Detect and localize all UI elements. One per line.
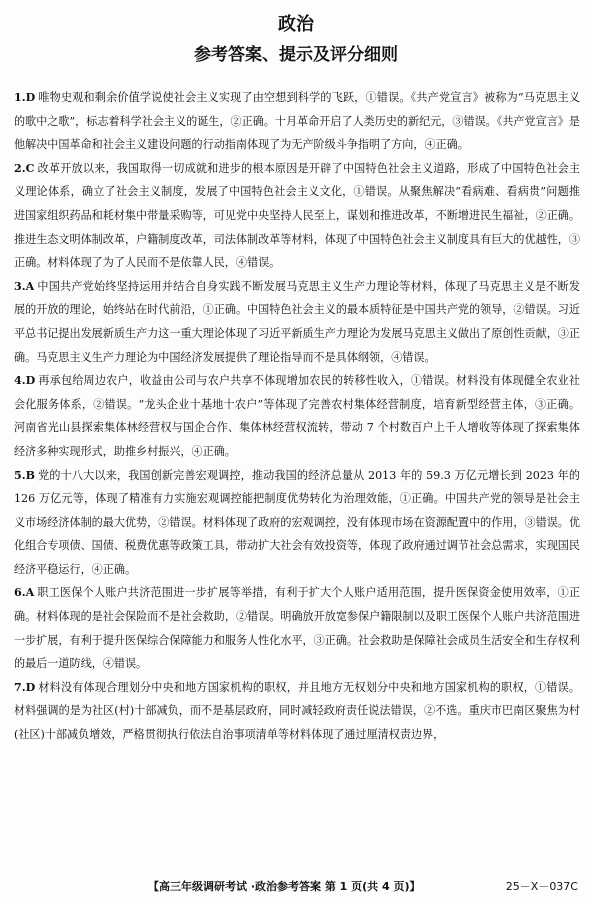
answer-text: 再承包给周边农户，收益由公司与农户共享不体现增加农民的转移性收入，①错误。材料没有体现健全农业社会化服务体系，②错误。“龙头企业十基地十农户”等体现了完善农村集体经营制度，培育新型经营主体，③正确。河南省光山县探索集体林经营权与国企合作、集体林经营权流转，带动 7 个村数百户上千人增收等体现了探索集体经济多种实现形式，助推乡村振兴，④正确。 (14, 374, 580, 458)
answer-item-2 (14, 157, 580, 275)
answer-item-4 (14, 369, 580, 463)
answer-label: 2.C (14, 161, 35, 175)
footer-exam-info: 【高三年级调研考试 ·政治参考答案 第 1 页(共 4 页)】 (148, 880, 421, 893)
answer-text: 党的十八大以来，我国创新完善宏观调控，推动我国的经济总量从 2013 年的 59.3 万亿元增长到 2023 年的 126 万亿元等，体现了精准有力实施宏观调控能把制度优势转化为治理效能，①正确。中国共产党的领导是社会主义市场经济体制的最大优势，②错误。材料体现了政府的宏观调控，没有体现市场在资源配置中的作用，③错误。优化组合专项债、国债、税费优惠等政策工具，带动扩大社会有效投资等，体现了政府通过调节社会总需求，实现国民经济平稳运行，④正确。 (14, 468, 580, 576)
answer-label: 4.D (14, 374, 36, 388)
answer-label: 7.D (14, 680, 36, 694)
answer-text: 改革开放以来，我国取得一切成就和进步的根本原因是开辟了中国特色社会主义道路，形成了中国特色社会主义理论体系，确立了社会主义制度，发展了中国特色社会主义文化，①错误。从聚焦解决“看病难、看病贵”问题推进国家组织药品和耗材集中带量采购等，可见党中央坚持人民至上，谋划和推进改革，不断增进民生福祉，②正确。推进生态文明体制改革，户籍制度改革，司法体制改革等材料，体现了中国特色社会主义制度具有巨大的优越性，③正确。材料体现了为了人民而不是依靠人民，④错误。 (14, 161, 580, 270)
answer-text: 材料没有体现合理划分中央和地方国家机构的职权，并且地方无权划分中央和地方国家机构的职权，①错误。材料强调的是为社区(村)十部减负，而不是基层政府，同时减轻政府责任说法错误，②不选。重庆市巴南区聚焦为村(社区)十部减负增效，严格贯彻执行依法自治事项清单等材料体现了通过厘清权责边界， (14, 680, 580, 742)
page-title: 政治 (278, 14, 314, 35)
answer-item-5 (14, 464, 580, 582)
footer-code: 25－X－037C (505, 880, 578, 893)
answer-label: 1.D (14, 91, 36, 104)
page-footer (0, 878, 592, 896)
answer-item-3 (14, 275, 580, 369)
answer-list (14, 86, 580, 747)
answer-label: 5.B (14, 468, 35, 482)
answer-text: 职工医保个人账户共济范围进一步扩展等举措，有利于扩大个人账户适用范围，提升医保资金使用效率，①正确。材料体现的是社会保险而不是社会救助，②错误。明确放开放宽参保户籍限制以及职工医保个人账户共济范围进一步扩展，有利于提升医保综合保障能力和服务人性化水平，③正确。社会救助是保障社会成员生活安全和生存权利的最后一道防线，④错误。 (14, 586, 580, 671)
answer-item-7 (14, 676, 580, 747)
answer-label: 6.A (14, 586, 35, 600)
answer-text: 唯物史观和剩余价值学说使社会主义实现了由空想到科学的飞跃，①错误。《共产党宣言》被称为“马克思主义的歌中之歌”，标志着科学社会主义的诞生，②正确。十月革命开启了人类历史的新纪元，③错误。《共产党宣言》是他解决中国革命和社会主义建设问题的行动指南体现了为无产阶级斗争指明了方向，④正确。 (14, 91, 580, 152)
page-subtitle: 参考答案、提示及评分细则 (194, 45, 398, 65)
answer-text: 中国共产党始终坚持运用并结合自身实践不断发展马克思主义生产力理论等材料，体现了马克思主义是不断发展的开放的理论，始终站在时代前沿，①正确。中国特色社会主义的最本质特征是中国共产党的领导，②错误。习近平总书记提出发展新质生产力这一重大理论体现了习近平新质生产力理论为发展马克思主义做出了原创性贡献，③正确。马克思主义生产力理论为中国经济发展提供了理论指导而不是具体纲领，④错误。 (14, 279, 580, 364)
answer-item-6 (14, 581, 580, 675)
answer-label: 3.A (14, 279, 35, 293)
answer-item-1 (14, 86, 580, 157)
